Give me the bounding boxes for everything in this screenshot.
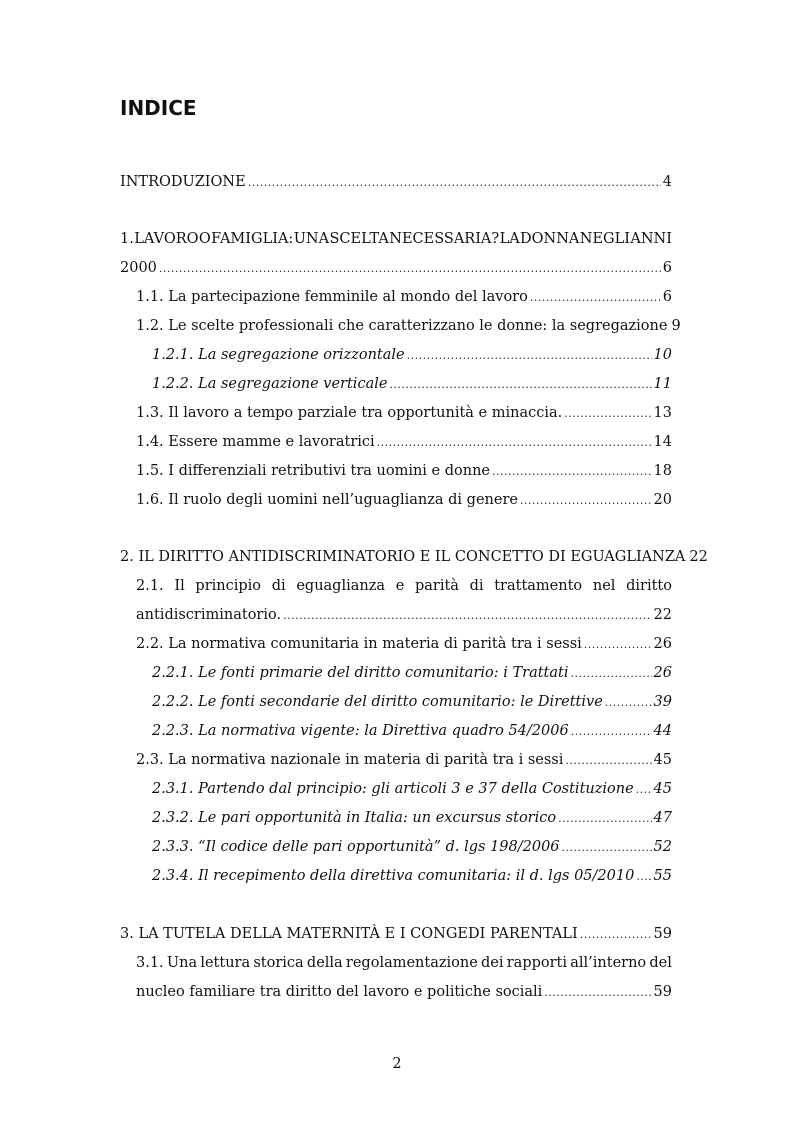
toc-entry-text: 2.2.1. Le fonti primarie del diritto comunitario: i Trattati [152,665,569,681]
toc-word: NECESSARIA? [389,231,500,247]
toc-page: 6 [662,260,672,276]
toc-leader [530,287,661,309]
toc-leader [492,461,652,483]
toc-entry-text: 2.3.2. Le pari opportunità in Italia: un excursus storico [152,810,557,826]
toc-entry-text: nucleo familiare tra diritto del lavoro e politiche sociali [136,984,543,1000]
toc-leader [571,721,652,743]
toc-leader [580,924,652,946]
toc-word: LAVORO [134,231,199,247]
toc-word: della [306,955,343,971]
toc-entry-2-1-line-1[interactable] [136,575,672,597]
toc-word: Una [166,955,198,971]
toc-entry-introduzione[interactable] [120,171,672,193]
toc-entry-1-2-1[interactable] [152,344,672,366]
toc-entry-text: 1.3. Il lavoro a tempo parziale tra opportunità e minaccia. [136,405,563,421]
toc-leader [407,345,652,367]
toc-entry-1-2-2[interactable] [152,373,672,395]
toc-leader [544,982,651,1004]
toc-entry-text: 1.2. Le scelte professionali che caratterizzano le donne: la segregazione [136,318,668,334]
toc-word: lettura [200,955,251,971]
toc-word: O [198,231,211,247]
toc-word: 1. [120,231,134,247]
toc-entry-1-6[interactable] [136,489,672,511]
toc-page: 47 [653,810,672,826]
toc-leader [564,403,651,425]
toc-entry-text: 1.1. La partecipazione femminile al mondo del lavoro [136,289,528,305]
toc-leader [565,750,651,772]
toc-word: DONNA [520,231,580,247]
toc-entry-text: 2. IL DIRITTO ANTIDISCRIMINATORIO E IL CONCETTO DI EGUAGLIANZA [120,549,686,565]
toc-word: rapporti [506,955,568,971]
toc-entry-1-1[interactable] [136,286,672,308]
toc-entry-2-2-2[interactable] [152,691,672,713]
toc-page: 39 [653,694,672,710]
toc-word: del [649,955,672,971]
toc-entry-2-2-1[interactable] [152,662,672,684]
toc-page: 4 [662,174,672,190]
toc-entry-text: antidiscriminatorio. [136,607,282,623]
toc-word: storica [253,955,304,971]
toc-leader [636,866,651,888]
toc-leader [558,808,651,830]
toc-leader [389,374,651,396]
toc-page: 26 [653,636,672,652]
toc-word: NEGLI [579,231,630,247]
toc-entry-chapter-2[interactable] [120,546,708,568]
toc-page: 22 [689,549,708,565]
toc-leader [248,172,661,194]
toc-entry-3-1[interactable] [136,981,672,1003]
toc-word: di [469,578,484,594]
toc-entry-text: 2.3.4. Il recepimento della direttiva comunitaria: il d. lgs 05/2010 [152,868,635,884]
toc-word: dei [481,955,504,971]
toc-entry-text: 1.2.2. La segregazione verticale [152,376,388,392]
toc-word: all’interno [570,955,647,971]
toc-page: 14 [653,434,672,450]
toc-word: nel [592,578,616,594]
page-title: INDICE [120,96,197,120]
toc-entry-text: 2.3.3. “Il codice delle pari opportunità” d. lgs 198/2006 [152,839,560,855]
toc-page: 20 [653,492,672,508]
toc-word: LA [499,231,520,247]
toc-entry-2-3-2[interactable] [152,807,672,829]
toc-leader [377,432,652,454]
toc-leader [159,258,661,280]
toc-entry-chapter-1-line-1[interactable] [120,228,672,250]
toc-page: 13 [653,405,672,421]
toc-entry-text: 2.3.1. Partendo dal principio: gli articoli 3 e 37 della Costituzione [152,781,634,797]
toc-page: 22 [653,607,672,623]
toc-word: diritto [626,578,672,594]
page-number: 2 [392,1056,402,1072]
toc-entry-2-3-1[interactable] [152,778,672,800]
toc-page: 26 [653,665,672,681]
toc-page: 52 [653,839,672,855]
toc-entry-text: 2000 [120,260,157,276]
toc-page: 59 [653,926,672,942]
toc-word: Il [174,578,185,594]
toc-entry-text: 2.2.3. La normativa vigente: la Direttiva quadro 54/2006 [152,723,569,739]
toc-word: parità [414,578,459,594]
toc-entry-text: INTRODUZIONE [120,174,246,190]
toc-leader [570,663,651,685]
toc-entry-2-2-3[interactable] [152,720,672,742]
toc-entry-2-2[interactable] [136,633,672,655]
toc-page: 44 [653,723,672,739]
toc-leader [605,692,652,714]
toc-entry-2-1[interactable] [136,604,672,626]
toc-entry-text: 1.6. Il ruolo degli uomini nell’uguaglianza di genere [136,492,518,508]
toc-word: di [271,578,286,594]
toc-word: regolamentazione [345,955,478,971]
toc-leader [283,605,651,627]
toc-entry-2-3[interactable] [136,749,672,771]
toc-entry-chapter-3[interactable] [120,923,672,945]
toc-entry-3-1-line-1[interactable] [136,952,672,974]
toc-entry-chapter-1[interactable] [120,257,672,279]
toc-entry-text: 2.2. La normativa comunitaria in materia di parità tra i sessi [136,636,582,652]
toc-word: eguaglianza [296,578,385,594]
toc-word: FAMIGLIA: [211,231,294,247]
toc-word: SCELTA [329,231,389,247]
toc-page: 55 [653,868,672,884]
toc-entry-2-3-4[interactable] [152,865,672,887]
toc-entry-1-2[interactable] [136,315,681,337]
toc-entry-1-4[interactable] [136,431,672,453]
toc-word: 3.1. [136,955,164,971]
toc-word: UNA [293,231,330,247]
toc-entry-text: 3. LA TUTELA DELLA MATERNITÀ E I CONGEDI PARENTALI [120,926,578,942]
toc-word: trattamento [494,578,583,594]
toc-page: 45 [653,752,672,768]
toc-entry-text: 1.2.1. La segregazione orizzontale [152,347,405,363]
toc-entry-1-3[interactable] [136,402,672,424]
toc-page: 9 [671,318,681,334]
toc-leader [562,837,652,859]
toc-page: 45 [653,781,672,797]
toc-word: 2.1. [136,578,164,594]
toc-word: ANNI [630,231,672,247]
toc-page: 59 [653,984,672,1000]
toc-page: 6 [662,289,672,305]
toc-leader [520,490,652,512]
toc-entry-text: 1.4. Essere mamme e lavoratrici [136,434,375,450]
toc-word: principio [195,578,262,594]
toc-page: 18 [653,463,672,479]
toc-entry-2-3-3[interactable] [152,836,672,858]
toc-word: e [395,578,405,594]
toc-entry-text: 2.3. La normativa nazionale in materia di parità tra i sessi [136,752,564,768]
toc-leader [636,779,652,801]
toc-leader [584,634,652,656]
toc-entry-text: 1.5. I differenziali retributivi tra uomini e donne [136,463,491,479]
toc-page: 10 [653,347,672,363]
toc-entry-text: 2.2.2. Le fonti secondarie del diritto comunitario: le Direttive [152,694,603,710]
toc-entry-1-5[interactable] [136,460,672,482]
toc-page: 11 [653,376,672,392]
